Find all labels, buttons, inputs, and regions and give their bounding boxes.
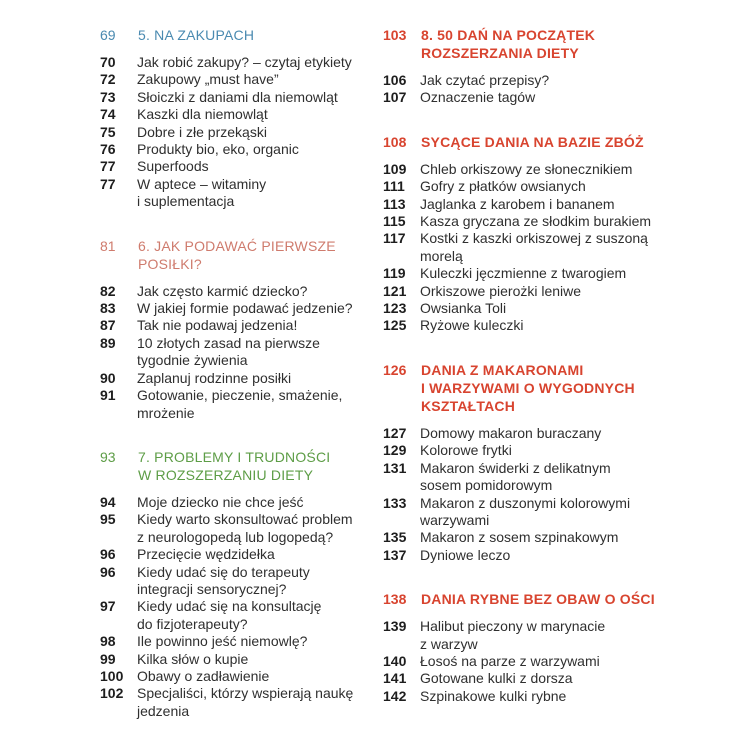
entry-page-number: 91 xyxy=(100,387,116,404)
toc-entry[interactable] xyxy=(100,370,375,387)
entry-title: Przecięcie wędzidełka xyxy=(137,546,275,563)
toc-entry[interactable] xyxy=(383,178,673,195)
section-heading[interactable] xyxy=(100,237,375,273)
toc-entry[interactable] xyxy=(383,283,673,300)
entry-title: Makaron z sosem szpinakowym xyxy=(420,529,619,546)
section-title: SYCĄCE DANIA NA BAZIE ZBÓŻ xyxy=(421,133,644,150)
entry-page-number: 111 xyxy=(383,178,405,195)
entry-title: Ryżowe kuleczki xyxy=(420,317,524,334)
section-heading[interactable] xyxy=(383,133,673,151)
section-problemy xyxy=(100,448,375,720)
entry-title: Kolorowe frytki xyxy=(420,442,512,459)
section-na-zakupach xyxy=(100,26,375,211)
entry-page-number: 127 xyxy=(383,424,407,441)
toc-entry[interactable] xyxy=(383,196,673,213)
toc-entry[interactable] xyxy=(100,300,375,317)
entry-page-number: 73 xyxy=(100,88,116,105)
section-title: 8. 50 DAŃ NA POCZĄTEK ROZSZERZANIA DIETY xyxy=(421,27,596,61)
toc-entry[interactable] xyxy=(383,89,673,106)
toc-entry[interactable] xyxy=(100,511,375,546)
entry-page-number: 94 xyxy=(100,493,116,510)
entry-page-number: 77 xyxy=(100,175,116,192)
section-page-number: 103 xyxy=(383,27,407,43)
entry-page-number: 96 xyxy=(100,563,116,580)
entry-title: Kasza gryczana ze słodkim burakiem xyxy=(420,213,652,230)
entry-page-number: 129 xyxy=(383,442,407,459)
entry-page-number: 135 xyxy=(383,529,407,546)
entry-page-number: 83 xyxy=(100,300,116,317)
entry-title: Dobre i złe przekąski xyxy=(137,123,267,140)
entry-page-number: 125 xyxy=(383,317,407,334)
entry-title: Słoiczki z daniami dla niemowląt xyxy=(137,88,338,105)
toc-entry[interactable] xyxy=(383,317,673,334)
toc-entry[interactable] xyxy=(100,106,375,123)
toc-entry[interactable] xyxy=(100,283,375,300)
toc-entry[interactable] xyxy=(100,54,375,71)
entry-title: Obawy o zadławienie xyxy=(137,667,270,684)
section-jak-podawac xyxy=(100,237,375,422)
toc-entry[interactable] xyxy=(100,494,375,511)
entry-title: Kuleczki jęczmienne z twarogiem xyxy=(420,265,627,282)
entry-title: Dyniowe leczo xyxy=(420,546,511,563)
section-heading[interactable] xyxy=(100,26,375,44)
entry-page-number: 77 xyxy=(100,158,116,175)
entry-page-number: 117 xyxy=(383,230,406,247)
toc-entry[interactable] xyxy=(100,89,375,106)
entry-page-number: 99 xyxy=(100,650,116,667)
entry-title: Makaron świderki z delikatnym sosem pomidorowym xyxy=(420,459,611,494)
entry-title: Superfoods xyxy=(137,158,209,175)
section-50-dan xyxy=(383,26,673,107)
toc-entry[interactable] xyxy=(383,529,673,546)
entry-title: Halibut pieczony w marynacie z warzyw xyxy=(420,618,606,652)
entry-page-number: 96 xyxy=(100,546,116,563)
entry-page-number: 100 xyxy=(100,667,124,684)
toc-entry[interactable] xyxy=(100,668,375,685)
toc-entry[interactable] xyxy=(100,176,375,211)
section-title: DANIA Z MAKARONAMI I WARZYWAMI O WYGODNYCH KSZTAŁTACH xyxy=(421,361,635,414)
entry-title: Produkty bio, eko, organic xyxy=(137,141,299,158)
entry-title: W aptece – witaminy i suplementacja xyxy=(137,175,267,210)
entry-title: Makaron z duszonymi kolorowymi warzywami xyxy=(420,494,631,528)
toc-entry[interactable] xyxy=(100,317,375,334)
entry-title: Kostki z kaszki orkiszowej z suszoną morelą xyxy=(420,230,648,264)
section-title: 6. JAK PODAWAĆ PIERWSZE POSIŁKI? xyxy=(138,237,336,272)
toc-entry[interactable] xyxy=(383,442,673,459)
toc-entry[interactable] xyxy=(100,158,375,175)
entry-page-number: 133 xyxy=(383,494,407,511)
toc-entry[interactable] xyxy=(100,124,375,141)
toc-entry[interactable] xyxy=(100,651,375,668)
entry-title: Orkiszowe pierożki leniwe xyxy=(420,282,582,299)
entry-page-number: 82 xyxy=(100,282,116,299)
entry-page-number: 113 xyxy=(383,195,406,212)
entry-page-number: 98 xyxy=(100,633,116,650)
toc-entry[interactable] xyxy=(383,161,673,178)
entry-page-number: 109 xyxy=(383,160,407,177)
entry-page-number: 74 xyxy=(100,106,116,123)
entry-page-number: 142 xyxy=(383,687,407,704)
entry-title: Gotowanie, pieczenie, smażenie, mrożenie xyxy=(137,387,343,421)
toc-entry[interactable] xyxy=(100,598,375,633)
toc-entry[interactable] xyxy=(100,141,375,158)
toc-entry[interactable] xyxy=(383,72,673,89)
toc-entry[interactable] xyxy=(100,387,375,422)
entry-title: Jaglanka z karobem i bananem xyxy=(420,195,615,212)
entry-page-number: 139 xyxy=(383,618,407,635)
entry-page-number: 137 xyxy=(383,546,407,563)
entry-page-number: 75 xyxy=(100,123,116,140)
entry-page-number: 141 xyxy=(383,670,407,687)
toc-entry[interactable] xyxy=(100,564,375,599)
entry-title: Tak nie podawaj jedzenia! xyxy=(137,317,298,334)
entry-title: Kiedy udać się do terapeuty integracji sensorycznej? xyxy=(137,563,310,597)
section-page-number: 93 xyxy=(100,448,116,465)
section-dania-rybne xyxy=(383,590,673,705)
toc-entry[interactable] xyxy=(383,670,673,687)
entry-title: W jakiej formie podawać jedzenie? xyxy=(137,300,353,317)
entry-page-number: 90 xyxy=(100,369,116,386)
entry-title: Kaszki dla niemowląt xyxy=(137,106,268,123)
entry-title: Gofry z płatków owsianych xyxy=(420,178,586,195)
entry-page-number: 131 xyxy=(383,459,407,476)
section-page-number: 138 xyxy=(383,591,407,608)
toc-entry[interactable] xyxy=(383,688,673,705)
entry-title: Chleb orkiszowy ze słonecznikiem xyxy=(420,160,633,177)
entry-title: Domowy makaron buraczany xyxy=(420,424,602,441)
entry-title: Szpinakowe kulki rybne xyxy=(420,687,567,704)
entry-page-number: 72 xyxy=(100,71,116,88)
toc-entry[interactable] xyxy=(383,495,673,530)
section-page-number: 126 xyxy=(383,361,407,378)
toc-entry[interactable] xyxy=(100,546,375,563)
right-column xyxy=(383,26,673,705)
section-page-number: 81 xyxy=(100,237,116,254)
toc-entry[interactable] xyxy=(100,71,375,88)
toc-entry[interactable] xyxy=(383,213,673,230)
entry-page-number: 70 xyxy=(100,54,116,70)
entry-page-number: 119 xyxy=(383,265,406,282)
entry-page-number: 123 xyxy=(383,300,407,317)
entry-page-number: 76 xyxy=(100,141,116,158)
section-heading[interactable] xyxy=(383,26,673,62)
entry-page-number: 140 xyxy=(383,652,407,669)
toc-entry[interactable] xyxy=(100,633,375,650)
toc-entry[interactable] xyxy=(383,425,673,442)
entry-title: Jak robić zakupy? – czytaj etykiety xyxy=(137,54,352,70)
toc-entry[interactable] xyxy=(383,230,673,265)
entry-page-number: 115 xyxy=(383,213,406,230)
section-title: 5. NA ZAKUPACH xyxy=(138,27,255,43)
entry-title: Łosoś na parze z warzywami xyxy=(420,652,600,669)
entry-page-number: 106 xyxy=(383,72,407,88)
entry-title: Ile powinno jeść niemowlę? xyxy=(137,633,308,650)
entry-title: Kiedy udać się na konsultację do fizjoterapeuty? xyxy=(137,598,322,632)
section-page-number: 108 xyxy=(383,133,407,150)
section-title: 7. PROBLEMY I TRUDNOŚCI W ROZSZERZANIU DIETY xyxy=(138,448,331,483)
entry-title: Owsianka Toli xyxy=(420,300,507,317)
section-page-number: 69 xyxy=(100,27,116,43)
entry-page-number: 89 xyxy=(100,334,116,351)
section-heading[interactable] xyxy=(383,361,673,415)
entry-title: Oznaczenie tagów xyxy=(420,89,536,106)
toc-entry[interactable] xyxy=(100,685,375,720)
toc-entry[interactable] xyxy=(383,460,673,495)
entry-page-number: 107 xyxy=(383,89,407,106)
entry-page-number: 97 xyxy=(100,598,116,615)
entry-page-number: 95 xyxy=(100,511,116,528)
toc-entry[interactable] xyxy=(100,335,375,370)
entry-title: Zaplanuj rodzinne posiłki xyxy=(137,369,292,386)
toc-entry[interactable] xyxy=(383,300,673,317)
entry-title: Jak często karmić dziecko? xyxy=(137,282,308,299)
entry-title: Kiedy warto skonsultować problem z neurologopedą lub logopedą? xyxy=(137,511,353,545)
section-heading[interactable] xyxy=(383,590,673,608)
entry-title: Moje dziecko nie chce jeść xyxy=(137,493,304,510)
section-makarony xyxy=(383,361,673,564)
section-title: DANIA RYBNE BEZ OBAW O OŚCI xyxy=(421,591,655,608)
entry-page-number: 121 xyxy=(383,282,407,299)
section-heading[interactable] xyxy=(100,448,375,484)
entry-title: 10 złotych zasad na pierwsze tygodnie żywienia xyxy=(137,334,320,369)
entry-title: Jak czytać przepisy? xyxy=(420,72,550,88)
toc-entry[interactable] xyxy=(383,653,673,670)
section-sycace-dania xyxy=(383,133,673,335)
left-column xyxy=(100,26,375,720)
entry-page-number: 102 xyxy=(100,685,124,702)
entry-title: Kilka słów o kupie xyxy=(137,650,249,667)
toc-entry[interactable] xyxy=(383,265,673,282)
entry-title: Gotowane kulki z dorsza xyxy=(420,670,573,687)
toc-entry[interactable] xyxy=(383,547,673,564)
entry-title: Specjaliści, którzy wspierają naukę jedzenia xyxy=(137,685,354,719)
entry-title: Zakupowy „must have” xyxy=(137,71,279,88)
entry-page-number: 87 xyxy=(100,317,116,334)
toc-entry[interactable] xyxy=(383,618,673,653)
